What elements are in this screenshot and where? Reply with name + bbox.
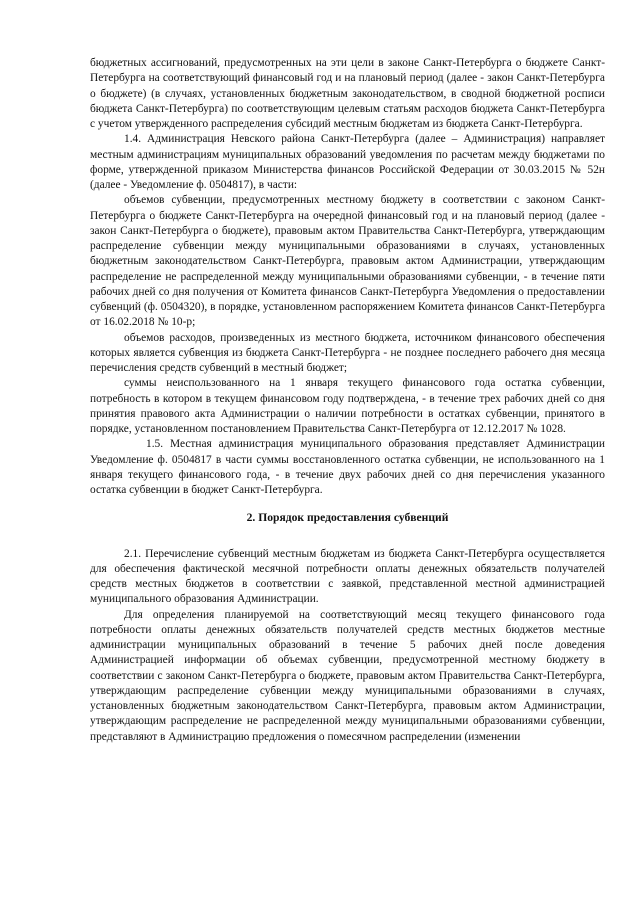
paragraph-planned-need: Для определения планируемой на соответствующий месяц текущего финансового года потребности оплаты денежных обязательств получателей средств местных бюджетов местные администрации муниципальных образований в течение 5 рабочих дней после доведения Администрацией информации об объемах субвенции, предусмотренной местному бюджету в соответствии с законом Санкт-Петербурга о бюджете, правовым актом Правительства Санкт-Петербурга, утверждающим распределение субвенции между муниципальными образованиями в случаях, установленных бюджетным законодательством Санкт-Петербурга, правовым актом Администрации, утверждающим распределение не распределенной между муниципальными образованиями субвенции, представляют в Администрацию предложения о помесячном распределении (изменении (90, 608, 605, 743)
paragraph-2-1: 2.1. Перечисление субвенций местным бюджетам из бюджета Санкт-Петербурга осуществляется для обеспечения фактической месячной потребности оплаты денежных обязательств получателей средств местных бюджетов в соответствии с заявкой, представленной местной администрацией муниципального образования Администрации. (90, 547, 605, 606)
section-heading-2: 2. Порядок предоставления субвенций (246, 511, 449, 525)
document-body (90, 56, 605, 745)
paragraph-unused-balance: суммы неиспользованного на 1 января текущего финансового года остатка субвенции, потребность в котором в текущем финансовом году подтверждена, - в течение трех рабочих дней со дня принятия правового акта Администрации о наличии потребности в остатках субвенции, принятого в порядке, установленном постановлением Правительства Санкт-Петербурга от 12.12.2017 № 1028. (90, 377, 605, 435)
paragraph-1-5: 1.5. Местная администрация муниципального образования представляет Администрации Уведомление ф. 0504817 в части суммы восстановленного остатка субвенции, не использованного на 1 января текущего финансового года, - в течение двух рабочих дней со дня перечисления указанного остатка субвенции в бюджет Санкт-Петербурга. (90, 438, 605, 496)
paragraph-expense-volumes: объемов расходов, произведенных из местного бюджета, источником финансового обеспечения которых является субвенция из бюджета Санкт-Петербурга - не позднее последнего рабочего дня месяца перечисления средств субвенций в местный бюджет; (90, 331, 605, 374)
paragraph-subvention-volumes: объемов субвенции, предусмотренных местному бюджету в соответствии с законом Санкт-Петербурга о бюджете Санкт-Петербурга на очередной финансовый год и на плановый период (далее - закон Санкт-Петербурга о бюджете), правовым актом Правительства Санкт-Петербурга, утверждающим распределение субвенции между муниципальными образованиями в случаях, установленных бюджетным законодательством Санкт-Петербурга, правовым актом Администрации, утверждающим распределение не распределенной между муниципальными образованиями субвенции, - в течение пяти рабочих дней со дня получения от Комитета финансов Санкт-Петербурга Уведомления о предоставлении субвенций (ф. 0504320), в порядке, установленном распоряжением Комитета финансов Санкт-Петербурга от 16.02.2018 № 10-р; (90, 194, 605, 329)
paragraph-1-4: 1.4. Администрация Невского района Санкт-Петербурга (далее – Администрация) направляет местным администрациям муниципальных образований уведомления по расчетам между бюджетами по форме, утвержденной приказом Министерства финансов Российской Федерации от 30.03.2015 № 52н (далее - Уведомление ф. 0504817), в части: (90, 133, 605, 191)
paragraph-budget-allocations: бюджетных ассигнований, предусмотренных на эти цели в законе Санкт-Петербурга о бюджете Санкт-Петербурга на соответствующий финансовый год и на плановый период (далее - закон Санкт-Петербурга о бюджете) (в случаях, установленных бюджетным законодательством, в сводной бюджетной росписи бюджета Санкт-Петербурга) по соответствующим целевым статьям расходов бюджета Санкт-Петербурга с учетом утвержденного распределения субсидий местным бюджетам из бюджета Санкт-Петербурга. (90, 57, 605, 130)
